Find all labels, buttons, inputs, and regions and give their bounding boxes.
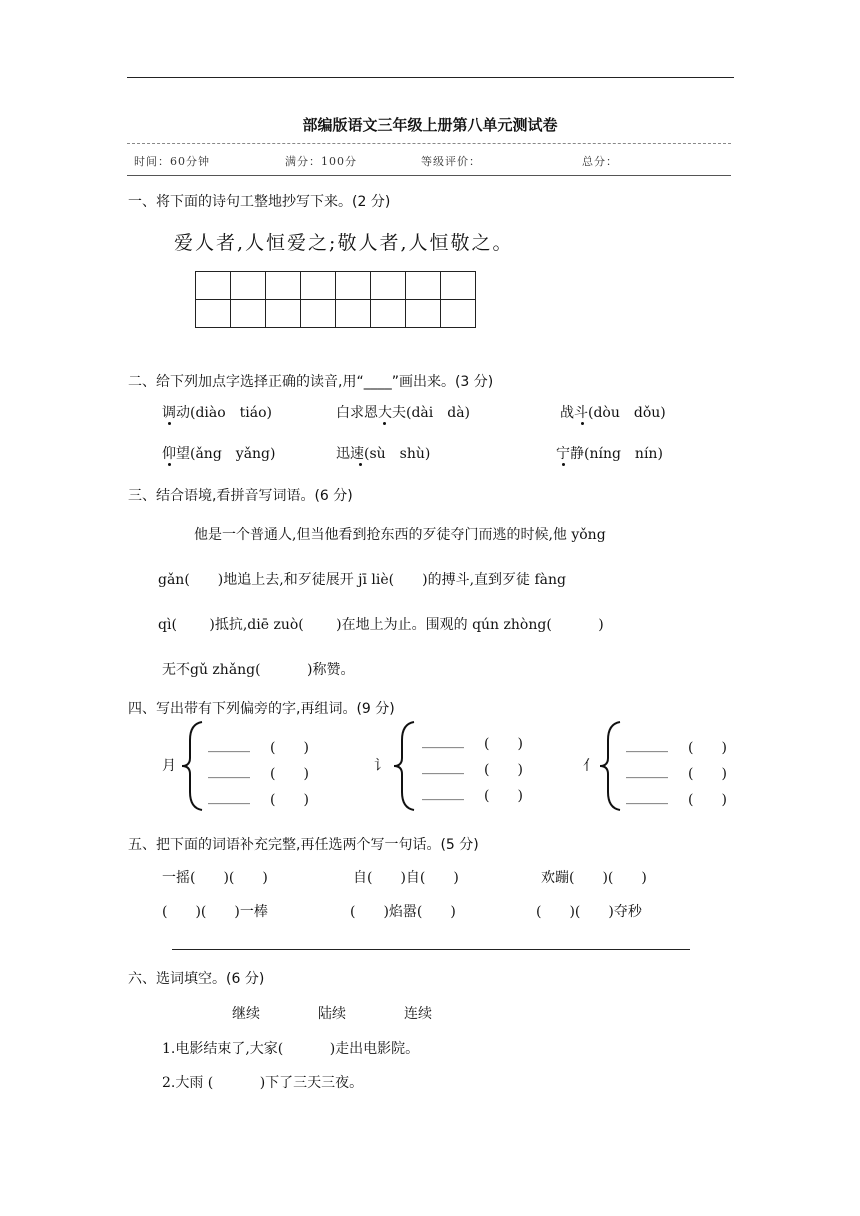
emphasis-dot <box>581 422 584 425</box>
radical-ren: 亻 <box>583 758 597 774</box>
q6-option: 陆续 <box>318 1006 346 1022</box>
meta-bottom-rule <box>127 175 731 176</box>
radical-yan: 讠 <box>374 758 388 774</box>
q6-option: 连续 <box>404 1006 432 1022</box>
word-paren[interactable]: ( ) <box>484 736 523 752</box>
q6-sentence: 2.大雨 ( )下了三天三夜。 <box>162 1075 364 1091</box>
emphasis-dot <box>359 463 362 466</box>
word-paren[interactable]: ( ) <box>484 762 523 778</box>
blank-line[interactable]: ______ <box>208 737 250 753</box>
page-title: 部编版语文三年级上册第八单元测试卷 <box>302 116 558 134</box>
q2-item: 调动(diào tiáo) <box>162 405 273 421</box>
q2-item: 战斗(dòu dǒu) <box>560 405 666 421</box>
full-score-label: 满分：100分 <box>285 155 357 168</box>
q6-title: 六、选词填空。(6 分) <box>128 971 265 987</box>
sentence-write-line[interactable] <box>172 949 690 950</box>
left-brace <box>180 720 206 812</box>
q6-option: 继续 <box>232 1006 260 1022</box>
blank-line[interactable]: ______ <box>422 733 464 749</box>
q2-item: 白求恩大夫(dài dà) <box>336 405 471 421</box>
q5-item: ( )( )一棒 <box>162 904 268 920</box>
total-label: 总分： <box>582 155 618 168</box>
emphasis-dot <box>383 422 386 425</box>
left-brace <box>392 720 418 812</box>
copy-grid[interactable] <box>195 271 476 328</box>
blank-line[interactable]: ______ <box>422 759 464 775</box>
left-brace <box>598 720 624 812</box>
q2-item: 仰望(ǎng yǎng) <box>162 446 276 462</box>
meta-top-divider <box>127 143 731 144</box>
q3-line: 无不gǔ zhǎng( )称赞。 <box>162 662 355 678</box>
blank-line[interactable]: ______ <box>626 737 668 753</box>
word-paren[interactable]: ( ) <box>270 792 309 808</box>
emphasis-dot <box>562 463 565 466</box>
radical-yue: 月 <box>162 758 176 774</box>
q1-poem: 爱人者,人恒爱之;敬人者,人恒敬之。 <box>174 232 514 254</box>
q1-title: 一、将下面的诗句工整地抄写下来。(2 分) <box>128 194 391 210</box>
q3-line: 他是一个普通人,但当他看到抢东西的歹徒夺门而逃的时候,他 yǒng <box>194 527 606 543</box>
word-paren[interactable]: ( ) <box>270 766 309 782</box>
q3-line: gǎn( )地追上去,和歹徒展开 jī liè( )的搏斗,直到歹徒 fàng <box>158 572 566 588</box>
word-paren[interactable]: ( ) <box>688 766 727 782</box>
top-rule <box>127 77 734 78</box>
q5-item: 自( )自( ) <box>353 870 459 886</box>
word-paren[interactable]: ( ) <box>270 740 309 756</box>
blank-line[interactable]: ______ <box>422 785 464 801</box>
blank-line[interactable]: ______ <box>626 789 668 805</box>
blank-line[interactable]: ______ <box>208 763 250 779</box>
q3-title: 三、结合语境,看拼音写词语。(6 分) <box>128 488 353 504</box>
q5-item: ( )( )夺秒 <box>536 904 642 920</box>
q2-title: 二、给下列加点字选择正确的读音,用“____”画出来。(3 分) <box>128 374 494 390</box>
emphasis-dot <box>168 422 171 425</box>
q2-item: 宁静(níng nín) <box>556 446 663 462</box>
blank-line[interactable]: ______ <box>208 789 250 805</box>
word-paren[interactable]: ( ) <box>688 740 727 756</box>
q5-item: ( )焰嚣( ) <box>350 904 456 920</box>
emphasis-dot <box>168 463 171 466</box>
time-label: 时间：60分钟 <box>134 155 210 168</box>
q6-sentence: 1.电影结束了,大家( )走出电影院。 <box>162 1041 420 1057</box>
word-paren[interactable]: ( ) <box>688 792 727 808</box>
blank-line[interactable]: ______ <box>626 763 668 779</box>
q5-item: 一摇( )( ) <box>162 870 268 886</box>
q3-line: qì( )抵抗,diē zuò( )在地上为止。围观的 qún zhòng( ) <box>158 617 604 633</box>
grade-label: 等级评价： <box>421 155 481 168</box>
q2-item: 迅速(sù shù) <box>336 446 431 462</box>
q4-title: 四、写出带有下列偏旁的字,再组词。(9 分) <box>128 701 395 717</box>
word-paren[interactable]: ( ) <box>484 788 523 804</box>
q5-item: 欢蹦( )( ) <box>541 870 647 886</box>
q5-title: 五、把下面的词语补充完整,再任选两个写一句话。(5 分) <box>128 837 479 853</box>
